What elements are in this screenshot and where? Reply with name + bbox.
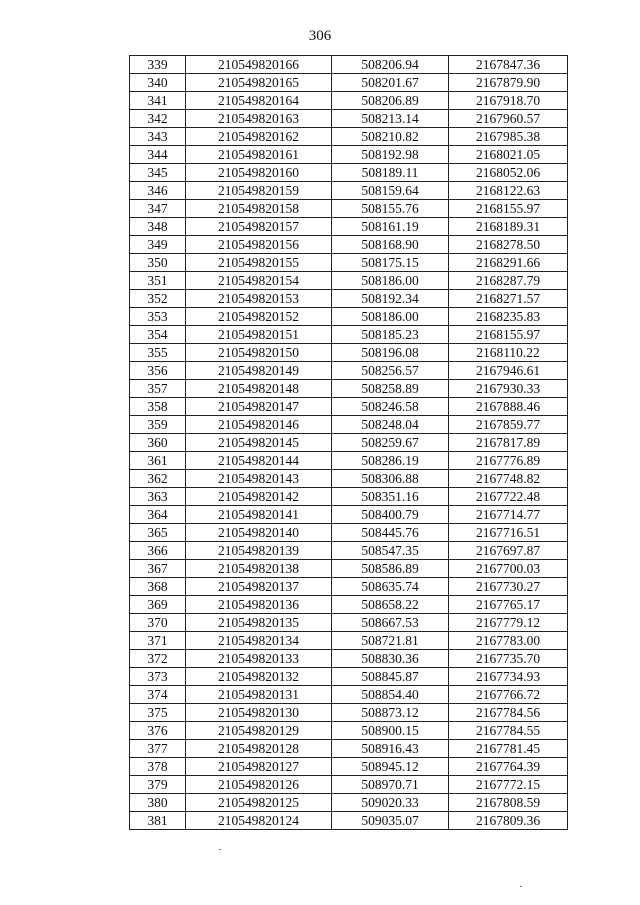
x-coordinate-cell: 508900.15 [332, 722, 449, 740]
x-coordinate-cell: 508667.53 [332, 614, 449, 632]
row-number-cell: 374 [130, 686, 186, 704]
table-row [130, 740, 568, 758]
y-coordinate-cell: 2167888.46 [449, 398, 568, 416]
cadastral-id-cell: 210549820155 [186, 254, 332, 272]
row-number-cell: 363 [130, 488, 186, 506]
table-row [130, 524, 568, 542]
cadastral-id-cell: 210549820151 [186, 326, 332, 344]
row-number-cell: 342 [130, 110, 186, 128]
x-coordinate-cell: 508845.87 [332, 668, 449, 686]
y-coordinate-cell: 2167772.15 [449, 776, 568, 794]
x-coordinate-cell: 508248.04 [332, 416, 449, 434]
row-number-cell: 381 [130, 812, 186, 830]
row-number-cell: 350 [130, 254, 186, 272]
table-row [130, 110, 568, 128]
cadastral-id-cell: 210549820159 [186, 182, 332, 200]
row-number-cell: 352 [130, 290, 186, 308]
row-number-cell: 376 [130, 722, 186, 740]
cadastral-id-cell: 210549820149 [186, 362, 332, 380]
cadastral-id-cell: 210549820143 [186, 470, 332, 488]
table-row [130, 686, 568, 704]
y-coordinate-cell: 2167722.48 [449, 488, 568, 506]
table-row [130, 668, 568, 686]
y-coordinate-cell: 2168021.05 [449, 146, 568, 164]
y-coordinate-cell: 2167779.12 [449, 614, 568, 632]
y-coordinate-cell: 2167783.00 [449, 632, 568, 650]
x-coordinate-cell: 508658.22 [332, 596, 449, 614]
row-number-cell: 375 [130, 704, 186, 722]
x-coordinate-cell: 508586.89 [332, 560, 449, 578]
cadastral-id-cell: 210549820142 [186, 488, 332, 506]
row-number-cell: 354 [130, 326, 186, 344]
y-coordinate-cell: 2167946.61 [449, 362, 568, 380]
table-row [130, 794, 568, 812]
table-row [130, 272, 568, 290]
x-coordinate-cell: 508206.89 [332, 92, 449, 110]
row-number-cell: 351 [130, 272, 186, 290]
cadastral-id-cell: 210549820157 [186, 218, 332, 236]
y-coordinate-cell: 2168287.79 [449, 272, 568, 290]
table-body [130, 56, 568, 830]
cadastral-id-cell: 210549820139 [186, 542, 332, 560]
cadastral-id-cell: 210549820153 [186, 290, 332, 308]
cadastral-id-cell: 210549820163 [186, 110, 332, 128]
table-row [130, 398, 568, 416]
row-number-cell: 365 [130, 524, 186, 542]
x-coordinate-cell: 508192.98 [332, 146, 449, 164]
cadastral-id-cell: 210549820137 [186, 578, 332, 596]
x-coordinate-cell: 508159.64 [332, 182, 449, 200]
table-row [130, 812, 568, 830]
table-row [130, 650, 568, 668]
row-number-cell: 339 [130, 56, 186, 74]
row-number-cell: 359 [130, 416, 186, 434]
y-coordinate-cell: 2167859.77 [449, 416, 568, 434]
cadastral-id-cell: 210549820144 [186, 452, 332, 470]
x-coordinate-cell: 508185.23 [332, 326, 449, 344]
scan-speck [219, 849, 221, 850]
y-coordinate-cell: 2168155.97 [449, 200, 568, 218]
y-coordinate-cell: 2167716.51 [449, 524, 568, 542]
x-coordinate-cell: 508161.19 [332, 218, 449, 236]
cadastral-id-cell: 210549820128 [186, 740, 332, 758]
row-number-cell: 343 [130, 128, 186, 146]
x-coordinate-cell: 508189.11 [332, 164, 449, 182]
table-row [130, 578, 568, 596]
x-coordinate-cell: 508246.58 [332, 398, 449, 416]
y-coordinate-cell: 2168271.57 [449, 290, 568, 308]
table-row [130, 326, 568, 344]
y-coordinate-cell: 2168122.63 [449, 182, 568, 200]
row-number-cell: 357 [130, 380, 186, 398]
table-row [130, 254, 568, 272]
cadastral-id-cell: 210549820160 [186, 164, 332, 182]
table-row [130, 488, 568, 506]
x-coordinate-cell: 508286.19 [332, 452, 449, 470]
x-coordinate-cell: 508256.57 [332, 362, 449, 380]
x-coordinate-cell: 508445.76 [332, 524, 449, 542]
x-coordinate-cell: 508201.67 [332, 74, 449, 92]
x-coordinate-cell: 508213.14 [332, 110, 449, 128]
cadastral-id-cell: 210549820126 [186, 776, 332, 794]
row-number-cell: 380 [130, 794, 186, 812]
row-number-cell: 366 [130, 542, 186, 560]
y-coordinate-cell: 2167784.55 [449, 722, 568, 740]
x-coordinate-cell: 508155.76 [332, 200, 449, 218]
y-coordinate-cell: 2167734.93 [449, 668, 568, 686]
cadastral-id-cell: 210549820124 [186, 812, 332, 830]
table-row [130, 560, 568, 578]
table-row [130, 758, 568, 776]
row-number-cell: 355 [130, 344, 186, 362]
y-coordinate-cell: 2167700.03 [449, 560, 568, 578]
row-number-cell: 362 [130, 470, 186, 488]
table-row [130, 344, 568, 362]
row-number-cell: 349 [130, 236, 186, 254]
y-coordinate-cell: 2168155.97 [449, 326, 568, 344]
table-row [130, 236, 568, 254]
table-row [130, 596, 568, 614]
y-coordinate-cell: 2167784.56 [449, 704, 568, 722]
row-number-cell: 379 [130, 776, 186, 794]
cadastral-id-cell: 210549820164 [186, 92, 332, 110]
x-coordinate-cell: 508186.00 [332, 272, 449, 290]
y-coordinate-cell: 2167730.27 [449, 578, 568, 596]
x-coordinate-cell: 508351.16 [332, 488, 449, 506]
x-coordinate-cell: 508721.81 [332, 632, 449, 650]
y-coordinate-cell: 2167781.45 [449, 740, 568, 758]
y-coordinate-cell: 2168278.50 [449, 236, 568, 254]
row-number-cell: 368 [130, 578, 186, 596]
table-row [130, 128, 568, 146]
y-coordinate-cell: 2167697.87 [449, 542, 568, 560]
cadastral-id-cell: 210549820132 [186, 668, 332, 686]
x-coordinate-cell: 508400.79 [332, 506, 449, 524]
x-coordinate-cell: 509020.33 [332, 794, 449, 812]
table-row [130, 380, 568, 398]
y-coordinate-cell: 2167985.38 [449, 128, 568, 146]
scan-speck [520, 886, 522, 887]
x-coordinate-cell: 508873.12 [332, 704, 449, 722]
cadastral-id-cell: 210549820161 [186, 146, 332, 164]
row-number-cell: 367 [130, 560, 186, 578]
table-row [130, 542, 568, 560]
cadastral-id-cell: 210549820165 [186, 74, 332, 92]
x-coordinate-cell: 508854.40 [332, 686, 449, 704]
table-row [130, 722, 568, 740]
table-row [130, 200, 568, 218]
row-number-cell: 360 [130, 434, 186, 452]
row-number-cell: 378 [130, 758, 186, 776]
cadastral-id-cell: 210549820162 [186, 128, 332, 146]
cadastral-id-cell: 210549820127 [186, 758, 332, 776]
x-coordinate-cell: 508206.94 [332, 56, 449, 74]
y-coordinate-cell: 2167847.36 [449, 56, 568, 74]
table-row [130, 452, 568, 470]
table-row [130, 164, 568, 182]
x-coordinate-cell: 508547.35 [332, 542, 449, 560]
cadastral-id-cell: 210549820158 [186, 200, 332, 218]
cadastral-id-cell: 210549820130 [186, 704, 332, 722]
cadastral-id-cell: 210549820138 [186, 560, 332, 578]
row-number-cell: 345 [130, 164, 186, 182]
cadastral-id-cell: 210549820145 [186, 434, 332, 452]
table-row [130, 308, 568, 326]
cadastral-id-cell: 210549820156 [186, 236, 332, 254]
y-coordinate-cell: 2168052.06 [449, 164, 568, 182]
row-number-cell: 373 [130, 668, 186, 686]
y-coordinate-cell: 2168235.83 [449, 308, 568, 326]
y-coordinate-cell: 2167918.70 [449, 92, 568, 110]
y-coordinate-cell: 2168291.66 [449, 254, 568, 272]
table-row [130, 218, 568, 236]
page-number: 306 [308, 28, 332, 44]
row-number-cell: 348 [130, 218, 186, 236]
coordinates-table [129, 55, 568, 830]
y-coordinate-cell: 2167879.90 [449, 74, 568, 92]
cadastral-id-cell: 210549820166 [186, 56, 332, 74]
row-number-cell: 347 [130, 200, 186, 218]
x-coordinate-cell: 508970.71 [332, 776, 449, 794]
y-coordinate-cell: 2167765.17 [449, 596, 568, 614]
x-coordinate-cell: 508186.00 [332, 308, 449, 326]
row-number-cell: 369 [130, 596, 186, 614]
cadastral-id-cell: 210549820129 [186, 722, 332, 740]
table-row [130, 470, 568, 488]
row-number-cell: 361 [130, 452, 186, 470]
y-coordinate-cell: 2167764.39 [449, 758, 568, 776]
y-coordinate-cell: 2167766.72 [449, 686, 568, 704]
x-coordinate-cell: 508945.12 [332, 758, 449, 776]
row-number-cell: 346 [130, 182, 186, 200]
row-number-cell: 358 [130, 398, 186, 416]
cadastral-id-cell: 210549820152 [186, 308, 332, 326]
cadastral-id-cell: 210549820136 [186, 596, 332, 614]
y-coordinate-cell: 2168110.22 [449, 344, 568, 362]
table-row [130, 506, 568, 524]
y-coordinate-cell: 2167714.77 [449, 506, 568, 524]
table-row [130, 416, 568, 434]
table-row [130, 776, 568, 794]
y-coordinate-cell: 2167808.59 [449, 794, 568, 812]
cadastral-id-cell: 210549820135 [186, 614, 332, 632]
y-coordinate-cell: 2167809.36 [449, 812, 568, 830]
cadastral-id-cell: 210549820154 [186, 272, 332, 290]
row-number-cell: 340 [130, 74, 186, 92]
table-row [130, 704, 568, 722]
row-number-cell: 356 [130, 362, 186, 380]
x-coordinate-cell: 508210.82 [332, 128, 449, 146]
x-coordinate-cell: 508258.89 [332, 380, 449, 398]
y-coordinate-cell: 2167960.57 [449, 110, 568, 128]
table-row [130, 56, 568, 74]
y-coordinate-cell: 2167930.33 [449, 380, 568, 398]
row-number-cell: 377 [130, 740, 186, 758]
cadastral-id-cell: 210549820133 [186, 650, 332, 668]
cadastral-id-cell: 210549820131 [186, 686, 332, 704]
x-coordinate-cell: 508259.67 [332, 434, 449, 452]
x-coordinate-cell: 508830.36 [332, 650, 449, 668]
table-row [130, 182, 568, 200]
cadastral-id-cell: 210549820125 [186, 794, 332, 812]
x-coordinate-cell: 508306.88 [332, 470, 449, 488]
row-number-cell: 341 [130, 92, 186, 110]
table-row [130, 146, 568, 164]
table-row [130, 632, 568, 650]
row-number-cell: 353 [130, 308, 186, 326]
y-coordinate-cell: 2167735.70 [449, 650, 568, 668]
table-row [130, 434, 568, 452]
y-coordinate-cell: 2167748.82 [449, 470, 568, 488]
y-coordinate-cell: 2167776.89 [449, 452, 568, 470]
cadastral-id-cell: 210549820140 [186, 524, 332, 542]
table-row [130, 362, 568, 380]
row-number-cell: 344 [130, 146, 186, 164]
row-number-cell: 371 [130, 632, 186, 650]
x-coordinate-cell: 508175.15 [332, 254, 449, 272]
row-number-cell: 364 [130, 506, 186, 524]
table-row [130, 614, 568, 632]
x-coordinate-cell: 508196.08 [332, 344, 449, 362]
cadastral-id-cell: 210549820146 [186, 416, 332, 434]
table-row [130, 92, 568, 110]
cadastral-id-cell: 210549820134 [186, 632, 332, 650]
x-coordinate-cell: 508192.34 [332, 290, 449, 308]
cadastral-id-cell: 210549820147 [186, 398, 332, 416]
x-coordinate-cell: 508635.74 [332, 578, 449, 596]
x-coordinate-cell: 508916.43 [332, 740, 449, 758]
cadastral-id-cell: 210549820148 [186, 380, 332, 398]
cadastral-id-cell: 210549820150 [186, 344, 332, 362]
row-number-cell: 370 [130, 614, 186, 632]
row-number-cell: 372 [130, 650, 186, 668]
table-row [130, 290, 568, 308]
x-coordinate-cell: 508168.90 [332, 236, 449, 254]
y-coordinate-cell: 2167817.89 [449, 434, 568, 452]
cadastral-id-cell: 210549820141 [186, 506, 332, 524]
y-coordinate-cell: 2168189.31 [449, 218, 568, 236]
x-coordinate-cell: 509035.07 [332, 812, 449, 830]
table-row [130, 74, 568, 92]
